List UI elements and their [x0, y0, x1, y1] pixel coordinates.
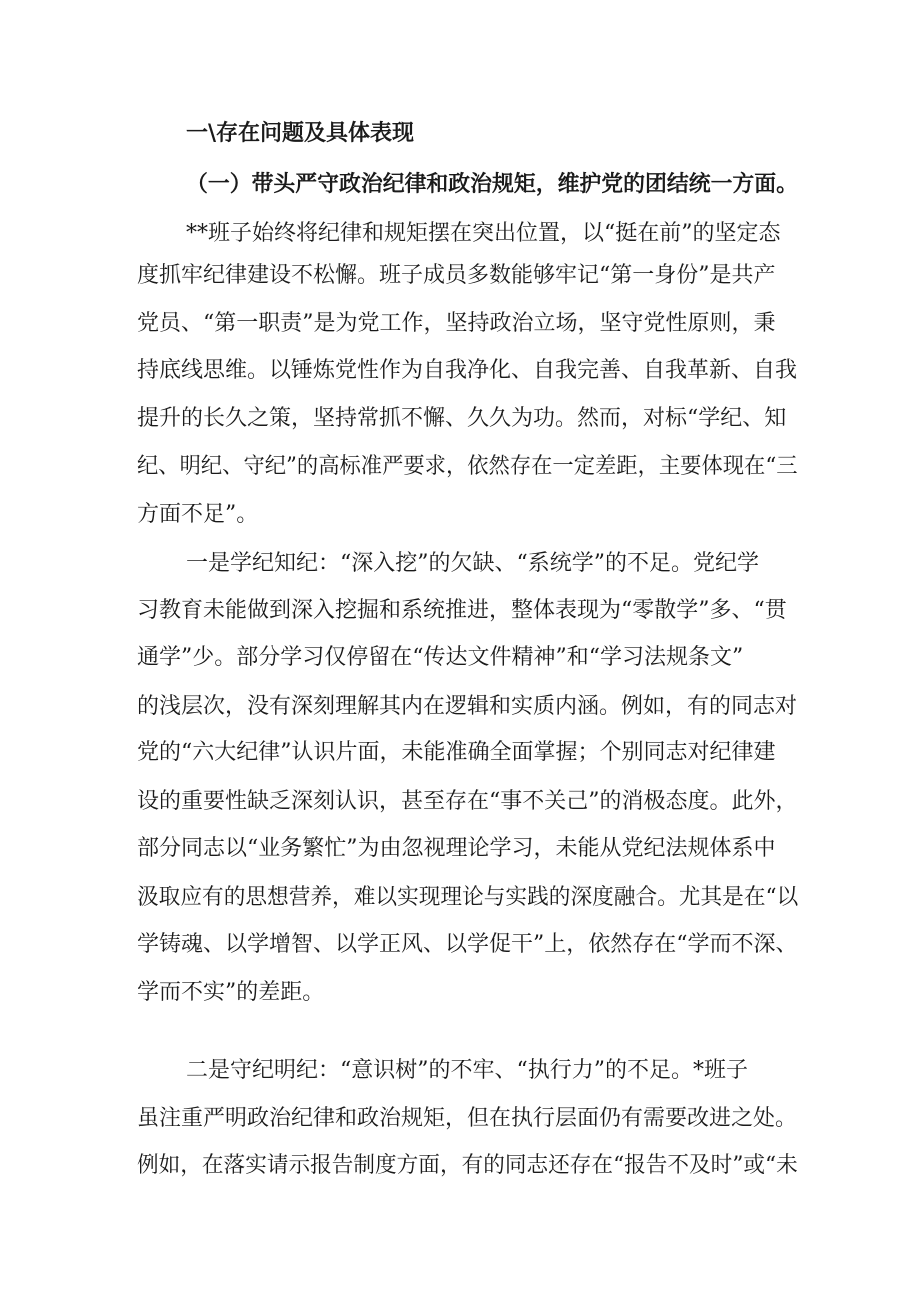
paragraph-line: 学而不实”的差距。	[137, 980, 325, 1005]
paragraph-line: 持底线思维。以锤炼党性作为自我净化、自我完善、自我革新、自我	[137, 358, 798, 383]
paragraph-line: 学铸魂、以学增智、以学正风、以学促干”上，依然存在“学而不深、	[137, 932, 798, 957]
paragraph-line: 党员、“第一职责”是为党工作，坚持政治立场，坚守党性原则，秉	[137, 311, 776, 336]
paragraph-line: 汲取应有的思想营养，难以实现理论与实践的深度融合。尤其是在“以	[137, 885, 799, 910]
paragraph-line: 二是守纪明纪：“意识树”的不牢、“执行力”的不足。*班子	[186, 1058, 748, 1083]
paragraph-line: 一是学纪知纪：“深入挖”的欠缺、“系统学”的不足。党纪学	[186, 551, 759, 576]
paragraph-line: 通学”少。部分学习仅停留在“传达文件精神”和“学习法规条文”	[137, 645, 744, 670]
subsection-heading: （一）带头严守政治纪律和政治规矩，维护党的团结统一方面。	[186, 171, 799, 197]
paragraph-line: 部分同志以“业务繁忙”为由忽视理论学习，未能从党纪法规体系中	[137, 836, 776, 861]
paragraph-line: 方面不足”。	[137, 502, 259, 527]
paragraph-line: 党的“六大纪律”认识片面，未能准确全面掌握；个别同志对纪律建	[137, 740, 776, 765]
paragraph-line: 的浅层次，没有深刻理解其内在逻辑和实质内涵。例如，有的同志对	[137, 694, 798, 719]
paragraph-line: 习教育未能做到深入挖掘和系统推进，整体表现为“零散学”多、“贯	[137, 598, 787, 623]
paragraph-line: 虽注重严明政治纪律和政治规矩，但在执行层面仍有需要改进之处。	[137, 1106, 798, 1131]
section-heading: 一\存在问题及具体表现	[186, 120, 415, 146]
paragraph-line: 设的重要性缺乏深刻认识，甚至存在“事不关己”的消极态度。此外，	[137, 789, 798, 814]
paragraph-line: 度抓牢纪律建设不松懈。班子成员多数能够牢记“第一身份”是共产	[137, 263, 776, 288]
paragraph-line: **班子始终将纪律和规矩摆在突出位置，以“挺在前”的坚定态	[186, 221, 781, 246]
paragraph-line: 纪、明纪、守纪”的高标准严要求，依然存在一定差距，主要体现在“三	[137, 454, 798, 479]
paragraph-line: 例如，在落实请示报告制度方面，有的同志还存在“报告不及时”或“未	[137, 1153, 798, 1178]
paragraph-line: 提升的长久之策，坚持常抓不懈、久久为功。然而，对标“学纪、知	[137, 406, 787, 431]
